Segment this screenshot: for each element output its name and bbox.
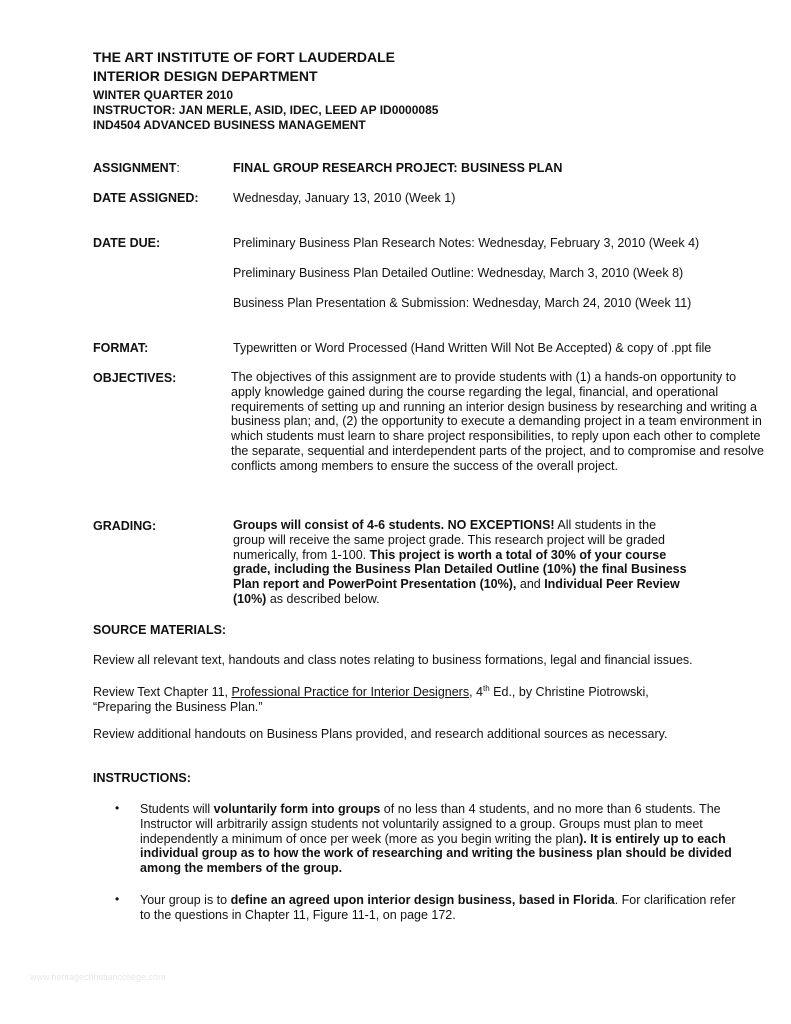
department-name: INTERIOR DESIGN DEPARTMENT (93, 68, 318, 84)
grading-label: GRADING: (93, 519, 157, 533)
course-title: IND4504 ADVANCED BUSINESS MANAGEMENT (93, 118, 366, 132)
grading-text: Groups will consist of 4-6 students. NO EXCEPTIONS! All students in the group will receive the same project grade. This research project will be graded numerically, from 1-100. This project is worth a total of 30% of your course grade, including the Business Plan Detailed Outline (10%) the final Business Plan report and PowerPoint Presentation (10%), and Individual Peer Review (10%) as described below. (233, 518, 687, 606)
school-name: THE ART INSTITUTE OF FORT LAUDERDALE (93, 49, 396, 65)
instruction-item-1: Students will voluntarily form into groups of no less than 4 students, and no more than 6 students. The Instructor will arbitrarily assign students not voluntarily assigned to a group. Groups must plan to meet independently a minimum of once per week (more as you begin writing the plan). It is entirely up to each individual group as to how the work of researching and writing the business plan should be divided among the members of the group. (140, 802, 732, 876)
date-assigned-value: Wednesday, January 13, 2010 (Week 1) (233, 191, 456, 205)
quarter: WINTER QUARTER 2010 (93, 88, 234, 102)
assignment-label: ASSIGNMENT: (93, 161, 180, 175)
source-line-2: Review Text Chapter 11, Professional Practice for Interior Designers, 4th Ed., by Christine Piotrowski, “Preparing the Business Plan.” (93, 684, 649, 714)
instruction-item-2: Your group is to define an agreed upon interior design business, based in Florida. For clarification refer to the questions in Chapter 11, Figure 11-1, on page 172. (140, 893, 736, 922)
instructor: INSTRUCTOR: JAN MERLE, ASID, IDEC, LEED AP ID0000085 (93, 103, 439, 117)
watermark: www.heritagechristiancollege.com (30, 972, 166, 982)
instructions-label: INSTRUCTIONS: (93, 771, 191, 785)
bullet-icon: • (115, 801, 120, 815)
date-due-item: Business Plan Presentation & Submission: Wednesday, March 24, 2010 (Week 11) (233, 296, 692, 310)
source-line-3: Review additional handouts on Business Plans provided, and research additional sources as necessary. (93, 727, 668, 741)
date-assigned-label: DATE ASSIGNED: (93, 191, 199, 205)
objectives-label: OBJECTIVES: (93, 371, 177, 385)
bullet-icon: • (115, 892, 120, 906)
date-due-label: DATE DUE: (93, 236, 161, 250)
source-line-1: Review all relevant text, handouts and class notes relating to business formations, legal and financial issues. (93, 653, 693, 667)
objectives-text: The objectives of this assignment are to provide students with (1) a hands-on opportunity to apply knowledge gained during the course regarding the legal, financial, and operational requirements of setting up and running an interior design business by researching and writing a business plan; and, (2) the opportunity to execute a demanding project in a team environment in which students must learn to share project responsibilities, to reply upon each other to complete the separate, sequential and interdependent parts of the project, and to compromise and resolve conflicts among members to ensure the success of the overall project. (231, 370, 764, 473)
source-materials-label: SOURCE MATERIALS: (93, 623, 227, 637)
date-due-item: Preliminary Business Plan Detailed Outline: Wednesday, March 3, 2010 (Week 8) (233, 266, 684, 280)
textbook-title: Professional Practice for Interior Designers (231, 685, 470, 700)
date-due-item: Preliminary Business Plan Research Notes: Wednesday, February 3, 2010 (Week 4) (233, 236, 700, 250)
assignment-value: FINAL GROUP RESEARCH PROJECT: BUSINESS PLAN (233, 161, 563, 175)
format-value: Typewritten or Word Processed (Hand Written Will Not Be Accepted) & copy of .ppt file (233, 341, 712, 355)
format-label: FORMAT: (93, 341, 149, 355)
